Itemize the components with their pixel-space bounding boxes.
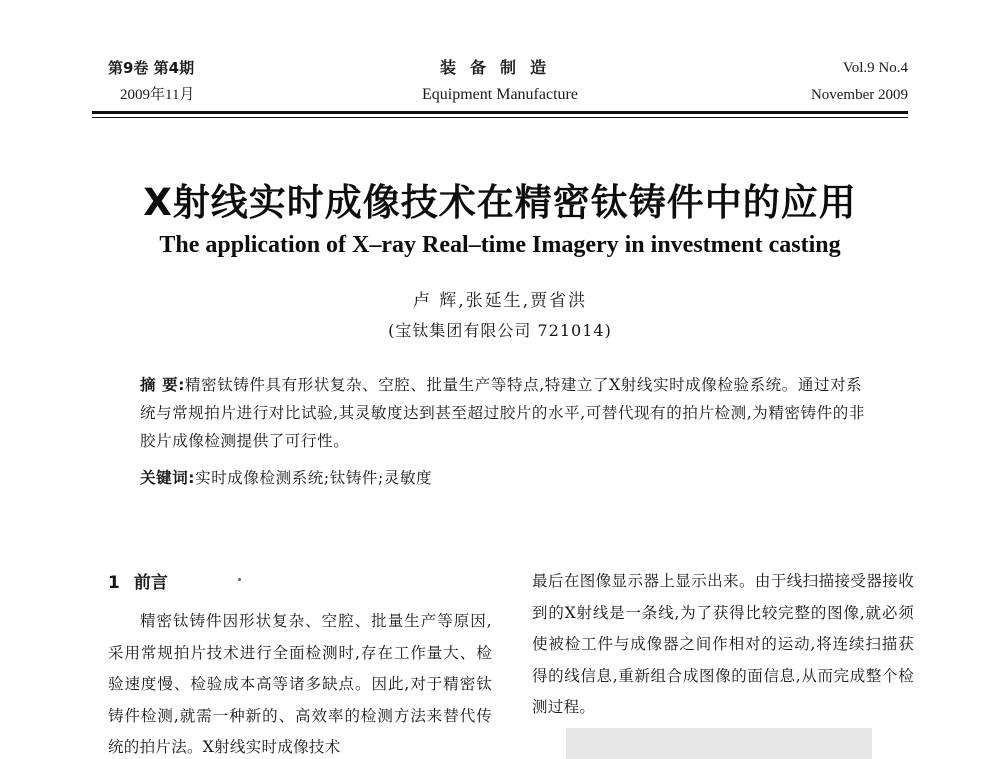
section-heading xyxy=(108,568,168,593)
keywords-text: 实时成像检测系统;钛铸件;灵敏度 xyxy=(195,469,433,487)
section-number: 1 xyxy=(108,573,120,593)
abstract-label: 摘 要: xyxy=(140,376,185,394)
left-column xyxy=(108,606,492,759)
keywords-label: 关键词: xyxy=(140,469,196,487)
abstract-text: 精密钛铸件具有形状复杂、空腔、批量生产等特点,特建立了X射线实时成像检验系统。通过对系统与常规拍片进行对比试验,其灵敏度达到甚至超过胶片的水平,可替代现有的拍片检测,为精密铸件的非胶片成像检测提供了可行性。 xyxy=(140,376,865,450)
right-column xyxy=(532,566,914,724)
section-title: 前言 xyxy=(133,573,168,593)
publication-date-cn: 2009年11月 xyxy=(120,87,195,103)
publication-date-en: November 2009 xyxy=(810,87,908,103)
journal-title-en: Equipment Manufacture xyxy=(422,86,578,103)
paper-title-en: The application of X–ray Real–time Imagery in investment casting xyxy=(159,232,841,258)
volume-issue-en: Vol.9 No.4 xyxy=(842,60,908,76)
right-paragraph: 最后在图像显示器上显示出来。由于线扫描接受器接收到的X射线是一条线,为了获得比较完整的图像,就必须使被检工件与成像器之间作相对的运动,将连续扫描获得的线信息,重新组合成图像的面信息,从而完成整个检测过程。 xyxy=(532,572,914,716)
abstract xyxy=(140,371,870,455)
paper-title-cn: X射线实时成像技术在精密钛铸件中的应用 xyxy=(143,181,857,224)
authors: 卢 辉,张延生,贾省洪 xyxy=(412,291,588,311)
affiliation: (宝钛集团有限公司 721014) xyxy=(388,321,612,340)
volume-issue: 第9卷 第4期 xyxy=(108,59,195,77)
figure-image-partial xyxy=(566,728,872,759)
header-rule-thin xyxy=(92,117,908,118)
scan-speck xyxy=(238,578,241,581)
intro-paragraph: 精密钛铸件因形状复杂、空腔、批量生产等原因,采用常规拍片技术进行全面检测时,存在工作量大、检验速度慢、检验成本高等诸多缺点。因此,对于精密钛铸件检测,就需一种新的、高效率的检测方法来替代传统的拍片法。X射线实时成像技术 xyxy=(108,612,492,756)
header-rule-thick xyxy=(92,111,908,114)
journal-title-cn: 装备制造 xyxy=(439,58,560,77)
keywords xyxy=(140,464,870,492)
